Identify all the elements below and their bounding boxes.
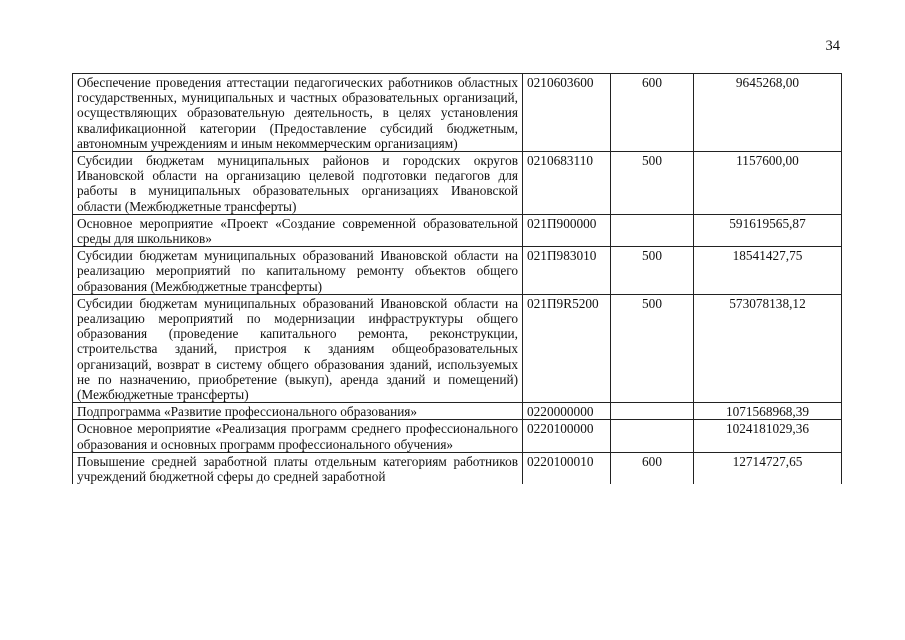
row-sum-cell: 573078138,12 [694,294,842,402]
row-type-cell [611,403,694,420]
row-name-cell: Основное мероприятие «Проект «Создание современной образовательной среды для школьников» [73,214,523,246]
row-type-cell [611,214,694,246]
row-name-cell: Обеспечение проведения аттестации педагогических работников областных государственных, муниципальных и частных образовательных организаций, осуществляющих образовательную деятельность, в целях установления квалификационной категории (Предоставление субсидий бюджетным, автономным учреждениям и иным некоммерческим организациям) [73,74,523,152]
table-row [73,152,842,215]
budget-table [72,73,842,484]
table-row [73,74,842,152]
table-row [73,247,842,295]
row-code-cell: 021П983010 [523,247,611,295]
row-sum-cell: 1071568968,39 [694,403,842,420]
row-name-cell: Субсидии бюджетам муниципальных образований Ивановской области на реализацию мероприятий по капитальному ремонту объектов общего образования (Межбюджетные трансферты) [73,247,523,295]
row-name-cell: Субсидии бюджетам муниципальных образований Ивановской области на реализацию мероприятий по модернизации инфраструктуры общего образования (проведение капитального ремонта, реконструкции, строительства зданий, пристроя к зданиям общеобразовательных организаций, возврат в систему общего образования зданий, используемых не по назначению, приобретение (выкуп), аренда зданий и помещений) (Межбюджетные трансферты) [73,294,523,402]
row-code-cell: 0220100000 [523,420,611,452]
table-row [73,452,842,484]
row-name-cell: Субсидии бюджетам муниципальных районов и городских округов Ивановской области на организацию целевой подготовки педагогов для работы в муниципальных образовательных организациях Ивановской области (Межбюджетные трансферты) [73,152,523,215]
row-type-cell [611,420,694,452]
row-code-cell: 021П900000 [523,214,611,246]
row-code-cell: 0210683110 [523,152,611,215]
row-sum-cell: 1024181029,36 [694,420,842,452]
row-sum-cell: 18541427,75 [694,247,842,295]
table-row [73,420,842,452]
row-code-cell: 0220100010 [523,452,611,484]
row-type-cell: 500 [611,152,694,215]
row-sum-cell: 591619565,87 [694,214,842,246]
row-type-cell: 500 [611,247,694,295]
row-code-cell: 021П9R5200 [523,294,611,402]
row-type-cell: 600 [611,452,694,484]
row-code-cell: 0220000000 [523,403,611,420]
row-name-cell: Основное мероприятие «Реализация программ среднего профессионального образования и основных программ профессионального обучения» [73,420,523,452]
row-name-cell: Подпрограмма «Развитие профессионального образования» [73,403,523,420]
table-row [73,403,842,420]
table-row [73,294,842,402]
row-sum-cell: 9645268,00 [694,74,842,152]
row-code-cell: 0210603600 [523,74,611,152]
row-type-cell: 500 [611,294,694,402]
row-name-cell: Повышение средней заработной платы отдельным категориям работников учреждений бюджетной сферы до средней заработной [73,452,523,484]
table-row [73,214,842,246]
page-number: 34 [825,38,840,54]
row-sum-cell: 12714727,65 [694,452,842,484]
row-type-cell: 600 [611,74,694,152]
row-sum-cell: 1157600,00 [694,152,842,215]
